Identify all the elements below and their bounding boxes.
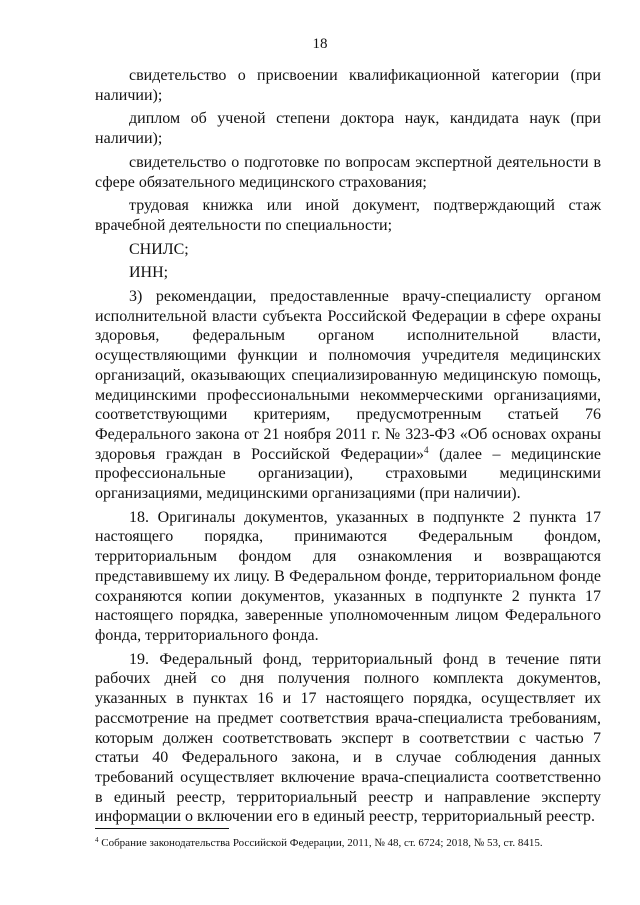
paragraph-item-19: 19. Федеральный фонд, территориальный фонд в течение пяти рабочих дней со дня получения полного комплекта документов, указанных в пунктах 16 и 17 настоящего порядка, осуществляет их рассмотрение на предмет соответствия врача-специалиста требованиям, которым должен соответствовать эксперт в соответствии с частью 7 статьи 40 Федерального закона, и в случае соблюдения данных требований осуществляет включение врача-специалиста соответственно в единый реестр, территориальный реестр и направление эксперту информации о включении его в единый реестр, территориальный реестр. [95, 650, 601, 826]
footnote-separator [95, 828, 229, 829]
paragraph-inn: ИНН; [129, 264, 169, 282]
footnote-text: Собрание законодательства Российской Федерации, 2011, № 48, ст. 6724; 2018, № 53, ст. 8415. [98, 837, 543, 849]
body-text [95, 66, 601, 827]
footnote-reference: 4 [424, 444, 429, 455]
footnote-number: 4 [95, 836, 99, 844]
page-number: 18 [312, 36, 328, 52]
paragraph-expert-training: свидетельство о подготовке по вопросам экспертной деятельности в сфере обязательного медицинского страхования; [95, 153, 601, 191]
footnote [95, 836, 601, 850]
paragraph-qualification-certificate: свидетельство о присвоении квалификационной категории (при наличии); [95, 67, 601, 104]
recommendations-text-start: 3) рекомендации, предоставленные врачу-специалисту органом исполнительной власти субъекта Российской Федерации в сфере охраны здоровья, федеральным органом исполнительной власти, осуществляющими функции и полномочия учредителя медицинских организаций, оказывающих специализированную медицинскую помощь, медицинскими профессиональными некоммерческими организациями, соответствующими критериям, предусмотренным статьей 76 Федерального закона от 21 ноября 2011 г. № 323-ФЗ «Об основах охраны здоровья граждан в Российской Федерации» [95, 288, 601, 463]
recommendations-text-end: (далее – медицинские профессиональные организации), страховыми медицинскими организациями, медицинскими организациями (при наличии). [95, 445, 602, 503]
paragraph-recommendations [95, 287, 601, 504]
paragraph-snils: СНИЛС; [129, 240, 189, 258]
paragraph-employment-record: трудовая книжка или иной документ, подтверждающий стаж врачебной деятельности по специальности; [95, 197, 601, 234]
paragraph-academic-degree: диплом об ученой степени доктора наук, кандидата наук (при наличии); [95, 110, 601, 148]
paragraph-item-18: 18. Оригиналы документов, указанных в подпункте 2 пункта 17 настоящего порядка, принимаются Федеральным фондом, территориальным фондом для ознакомления и возвращаются представившему их лицу. В Федеральном фонде, территориальном фонде сохраняются копии документов, указанных в подпункте 2 пункта 17 настоящего порядка, заверенные уполномоченным лицом Федерального фонда, территориального фонда. [95, 508, 601, 644]
